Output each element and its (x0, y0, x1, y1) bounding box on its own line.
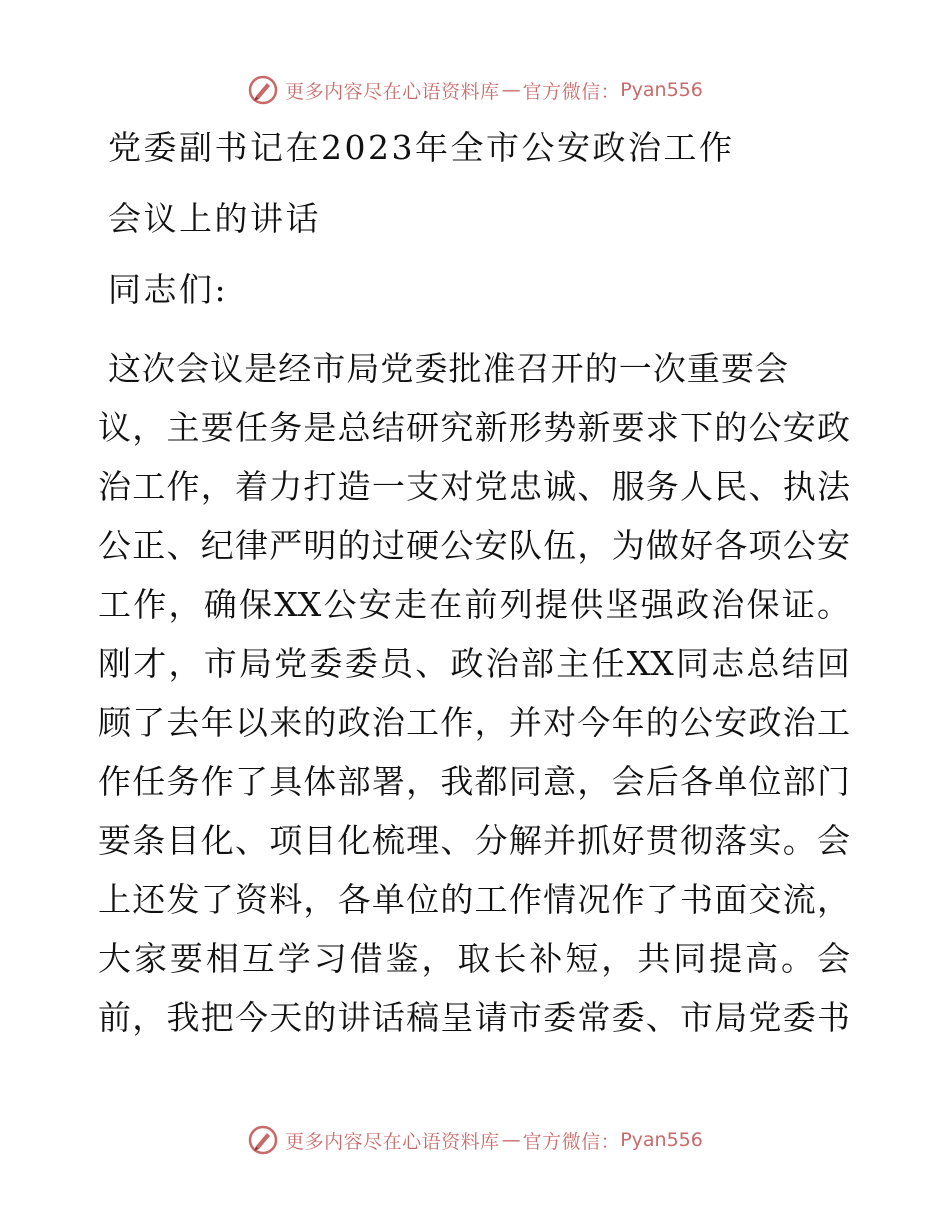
watermark-separator: — (501, 79, 521, 101)
body-line: 刚才，市局党委委员、政治部主任XX同志总结回 (98, 644, 850, 683)
document-title-line-2: 会议上的讲话 (108, 199, 321, 238)
body-line: 作任务作了具体部署，我都同意，会后各单位部门 (98, 762, 850, 801)
pen-logo-icon (247, 1124, 279, 1156)
footer-watermark (0, 1120, 950, 1160)
body-line: 这次会议是经市局党委批准召开的一次重要会 (108, 349, 788, 388)
body-line: 要条目化、项目化梳理、分解并抓好贯彻落实。会 (98, 821, 850, 860)
header-watermark (0, 70, 950, 110)
body-line: 大家要相互学习借鉴，取长补短，共同提高。会 (98, 939, 850, 978)
document-title-line-1: 党委副书记在2023年全市公安政治工作 (108, 128, 735, 167)
watermark-contact-id: Pyan556 (620, 1129, 703, 1151)
watermark-contact-label: 官方微信： (522, 1130, 621, 1153)
body-line: 治工作，着力打造一支对党忠诚、服务人民、执法 (98, 467, 850, 506)
pen-logo-icon (247, 74, 279, 106)
body-line: 上还发了资料，各单位的工作情况作了书面交流， (98, 880, 850, 919)
watermark-text: 更多内容尽在心语资料库 (285, 1130, 500, 1153)
watermark-separator: — (501, 1129, 521, 1151)
body-line: 顾了去年以来的政治工作，并对今年的公安政治工 (98, 703, 850, 742)
watermark-contact-id: Pyan556 (620, 79, 703, 101)
body-line: 议，主要任务是总结研究新形势新要求下的公安政 (98, 408, 850, 447)
watermark-contact-label: 官方微信： (522, 80, 621, 103)
body-line: 工作，确保XX公安走在前列提供坚强政治保证。 (98, 585, 850, 624)
salutation: 同志们: (108, 270, 229, 309)
watermark-text: 更多内容尽在心语资料库 (285, 80, 500, 103)
body-line: 前，我把今天的讲话稿呈请市委常委、市局党委书 (98, 998, 850, 1037)
body-line: 公正、纪律严明的过硬公安队伍，为做好各项公安 (98, 526, 850, 565)
